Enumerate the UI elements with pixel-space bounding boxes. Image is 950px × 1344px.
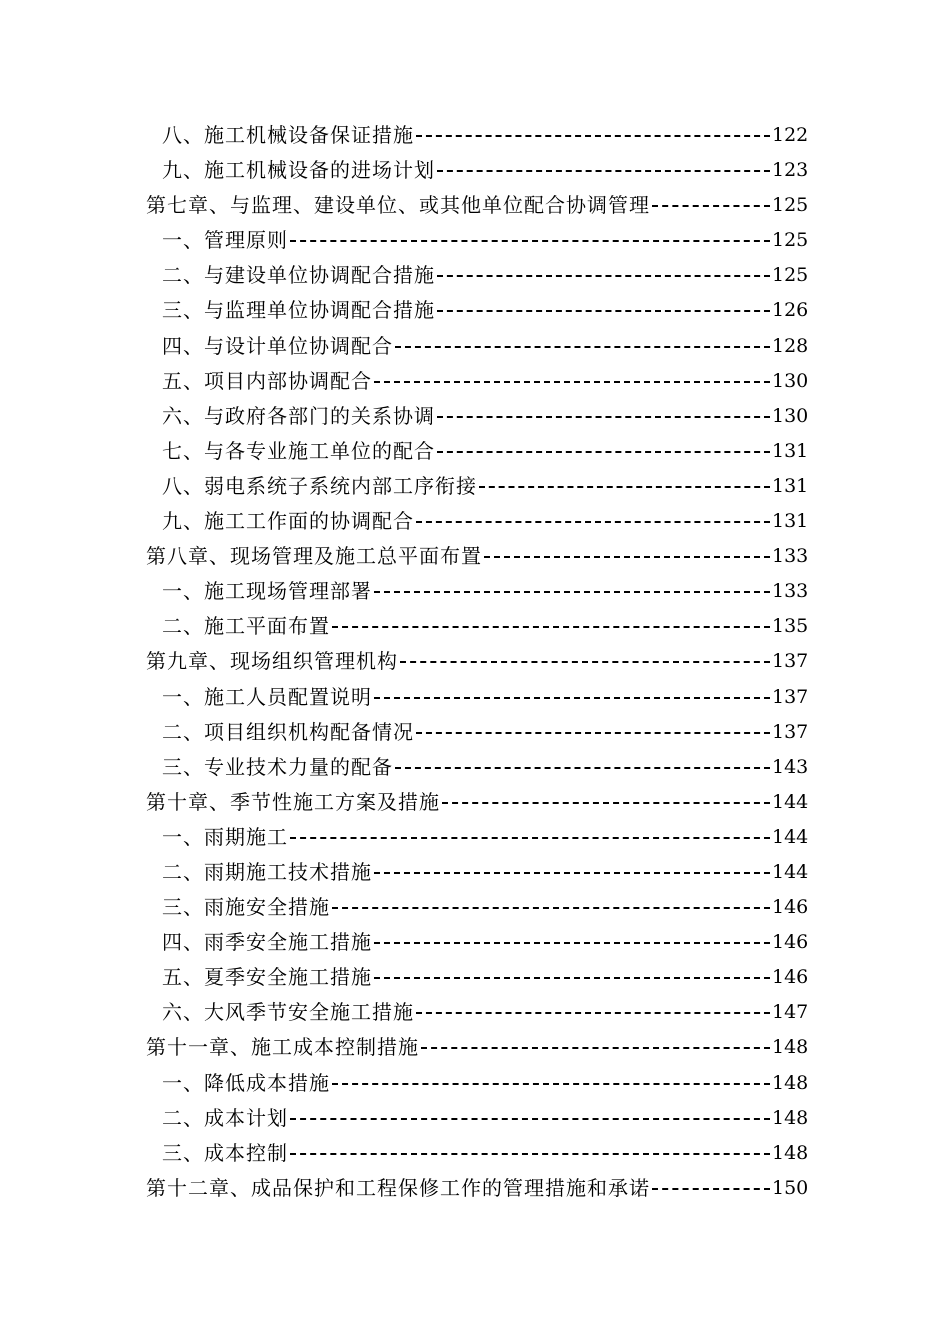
toc-chapter-entry[interactable] bbox=[0, 1169, 950, 1204]
toc-page-number: 144 bbox=[772, 860, 809, 883]
toc-dot-leader bbox=[437, 451, 770, 453]
toc-entry-title: 一、管理原则 bbox=[162, 228, 288, 253]
toc-page-number: 131 bbox=[772, 510, 809, 533]
toc-section-entry[interactable] bbox=[0, 362, 950, 397]
toc-page-number: 130 bbox=[772, 369, 809, 392]
toc-section-entry[interactable] bbox=[0, 291, 950, 326]
toc-page-number: 137 bbox=[772, 685, 809, 708]
toc-entry-title: 三、雨施安全措施 bbox=[162, 895, 330, 920]
toc-page-number: 146 bbox=[772, 896, 809, 919]
toc-dot-leader bbox=[421, 1047, 770, 1049]
toc-dot-leader bbox=[290, 240, 770, 242]
toc-entry-title: 二、成本计划 bbox=[162, 1105, 288, 1130]
toc-section-entry[interactable] bbox=[0, 467, 950, 502]
toc-entry-title: 五、项目内部协调配合 bbox=[162, 368, 372, 393]
toc-page-number: 131 bbox=[772, 439, 809, 462]
toc-section-entry[interactable] bbox=[0, 607, 950, 642]
toc-section-entry[interactable] bbox=[0, 853, 950, 888]
toc-entry-title: 四、与设计单位协调配合 bbox=[162, 333, 393, 358]
toc-section-entry[interactable] bbox=[0, 221, 950, 256]
toc-page-number: 144 bbox=[772, 825, 809, 848]
toc-dot-leader bbox=[416, 732, 770, 734]
toc-dot-leader bbox=[400, 661, 770, 663]
toc-section-entry[interactable] bbox=[0, 1134, 950, 1169]
toc-entry-title: 第十二章、成品保护和工程保修工作的管理措施和承诺 bbox=[146, 1175, 650, 1200]
toc-section-entry[interactable] bbox=[0, 993, 950, 1028]
toc-entry-title: 二、雨期施工技术措施 bbox=[162, 859, 372, 884]
toc-dot-leader bbox=[652, 1188, 770, 1190]
toc-entry-title: 第七章、与监理、建设单位、或其他单位配合协调管理 bbox=[146, 193, 650, 218]
toc-entry-title: 一、雨期施工 bbox=[162, 824, 288, 849]
toc-page-number: 148 bbox=[772, 1141, 809, 1164]
toc-dot-leader bbox=[290, 837, 770, 839]
toc-entry-title: 三、专业技术力量的配备 bbox=[162, 754, 393, 779]
toc-page-number: 128 bbox=[772, 334, 809, 357]
toc-dot-leader bbox=[374, 977, 770, 979]
toc-section-entry[interactable] bbox=[0, 1099, 950, 1134]
toc-section-entry[interactable] bbox=[0, 748, 950, 783]
toc-dot-leader bbox=[290, 1118, 770, 1120]
toc-entry-title: 七、与各专业施工单位的配合 bbox=[162, 438, 435, 463]
toc-page-number: 135 bbox=[772, 615, 809, 638]
toc-entry-title: 八、施工机械设备保证措施 bbox=[162, 123, 414, 147]
toc-dot-leader bbox=[484, 556, 770, 558]
toc-chapter-entry[interactable] bbox=[0, 537, 950, 572]
toc-dot-leader bbox=[479, 486, 770, 488]
toc-dot-leader bbox=[416, 521, 770, 523]
toc-section-entry[interactable] bbox=[0, 678, 950, 713]
toc-entry-title: 二、项目组织机构配备情况 bbox=[162, 719, 414, 744]
toc-section-entry[interactable] bbox=[0, 888, 950, 923]
toc-page-number: 131 bbox=[772, 474, 809, 497]
toc-page-number: 137 bbox=[772, 720, 809, 743]
toc-page-number: 126 bbox=[772, 299, 809, 322]
toc-page-number: 150 bbox=[772, 1176, 809, 1199]
toc-section-entry[interactable] bbox=[0, 432, 950, 467]
toc-page-number: 146 bbox=[772, 931, 809, 954]
toc-entry-title: 一、施工人员配置说明 bbox=[162, 684, 372, 709]
toc-entry-title: 八、弱电系统子系统内部工序衔接 bbox=[162, 473, 477, 498]
toc-section-entry[interactable] bbox=[0, 397, 950, 432]
toc-page-number: 148 bbox=[772, 1036, 809, 1059]
toc-entry-title: 九、施工工作面的协调配合 bbox=[162, 509, 414, 534]
toc-entry-title: 二、施工平面布置 bbox=[162, 614, 330, 639]
toc-entry-title: 二、与建设单位协调配合措施 bbox=[162, 263, 435, 288]
toc-entry-title: 三、成本控制 bbox=[162, 1140, 288, 1165]
toc-page-number: 123 bbox=[772, 159, 809, 182]
toc-section-entry[interactable] bbox=[0, 256, 950, 291]
toc-entry-title: 第八章、现场管理及施工总平面布置 bbox=[146, 544, 482, 569]
toc-page-number: 143 bbox=[772, 755, 809, 778]
toc-entry-title: 一、降低成本措施 bbox=[162, 1070, 330, 1095]
toc-section-entry[interactable] bbox=[0, 713, 950, 748]
toc-section-entry[interactable] bbox=[0, 572, 950, 607]
toc-page-number: 146 bbox=[772, 966, 809, 989]
table-of-contents bbox=[0, 116, 950, 1204]
toc-entry-title: 三、与监理单位协调配合措施 bbox=[162, 298, 435, 323]
toc-dot-leader bbox=[332, 907, 770, 909]
toc-chapter-entry[interactable] bbox=[0, 783, 950, 818]
toc-section-entry[interactable] bbox=[0, 327, 950, 362]
toc-page-number: 125 bbox=[772, 229, 809, 252]
toc-dot-leader bbox=[437, 170, 770, 172]
toc-section-entry[interactable] bbox=[0, 818, 950, 853]
toc-entry-title: 四、雨季安全施工措施 bbox=[162, 930, 372, 955]
toc-page-number: 122 bbox=[772, 124, 809, 146]
toc-entry-title: 六、大风季节安全施工措施 bbox=[162, 1000, 414, 1025]
toc-chapter-entry[interactable] bbox=[0, 186, 950, 221]
toc-entry-title: 第十一章、施工成本控制措施 bbox=[146, 1035, 419, 1060]
toc-page-number: 125 bbox=[772, 264, 809, 287]
toc-chapter-entry[interactable] bbox=[0, 1028, 950, 1063]
toc-entry-title: 第九章、现场组织管理机构 bbox=[146, 649, 398, 674]
toc-chapter-entry[interactable] bbox=[0, 642, 950, 677]
toc-section-entry[interactable] bbox=[0, 151, 950, 186]
toc-dot-leader bbox=[416, 135, 770, 137]
toc-entry-title: 第十章、季节性施工方案及措施 bbox=[146, 789, 440, 814]
toc-dot-leader bbox=[442, 802, 770, 804]
toc-section-entry[interactable] bbox=[0, 1064, 950, 1099]
toc-page-number: 147 bbox=[772, 1001, 809, 1024]
toc-page-number: 125 bbox=[772, 194, 809, 217]
toc-entry-title: 五、夏季安全施工措施 bbox=[162, 965, 372, 990]
toc-entry-title: 九、施工机械设备的进场计划 bbox=[162, 158, 435, 183]
toc-page-number: 133 bbox=[772, 545, 809, 568]
toc-section-entry[interactable] bbox=[0, 923, 950, 958]
toc-dot-leader bbox=[652, 205, 770, 207]
toc-dot-leader bbox=[332, 1083, 770, 1085]
toc-dot-leader bbox=[332, 626, 770, 628]
toc-dot-leader bbox=[374, 697, 770, 699]
toc-entry-title: 一、施工现场管理部署 bbox=[162, 579, 372, 604]
toc-dot-leader bbox=[416, 1012, 770, 1014]
toc-dot-leader bbox=[437, 310, 770, 312]
toc-dot-leader bbox=[437, 275, 770, 277]
toc-dot-leader bbox=[395, 767, 770, 769]
toc-section-entry[interactable] bbox=[0, 116, 950, 151]
toc-page-number: 133 bbox=[772, 580, 809, 603]
toc-dot-leader bbox=[290, 1153, 770, 1155]
toc-dot-leader bbox=[437, 416, 770, 418]
toc-entry-title: 六、与政府各部门的关系协调 bbox=[162, 403, 435, 428]
toc-section-entry[interactable] bbox=[0, 958, 950, 993]
toc-dot-leader bbox=[374, 591, 770, 593]
toc-dot-leader bbox=[374, 872, 770, 874]
toc-dot-leader bbox=[374, 381, 770, 383]
toc-page-number: 144 bbox=[772, 790, 809, 813]
toc-dot-leader bbox=[395, 346, 770, 348]
toc-section-entry[interactable] bbox=[0, 502, 950, 537]
toc-page-number: 130 bbox=[772, 404, 809, 427]
toc-dot-leader bbox=[374, 942, 770, 944]
toc-page-number: 148 bbox=[772, 1106, 809, 1129]
toc-page-number: 148 bbox=[772, 1071, 809, 1094]
toc-page-number: 137 bbox=[772, 650, 809, 673]
